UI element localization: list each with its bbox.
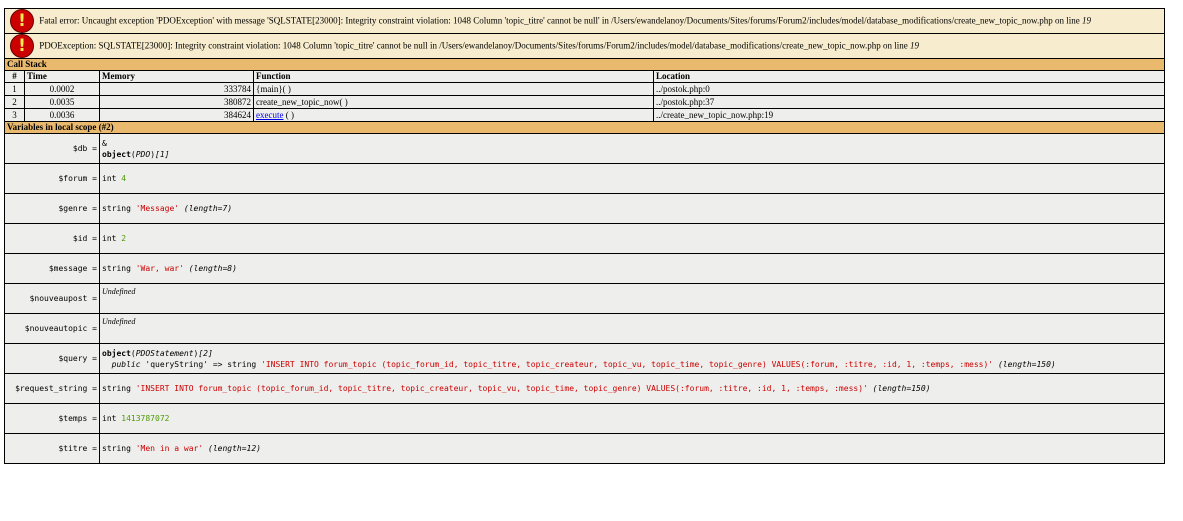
pdo-exception-message: PDOException: SQLSTATE[23000]: Integrity constraint violation: 1048 Column 'topic_titre' cannot be null in /Users/ewandelanoy/Documents/Sites/forums/Forum2/includes/model/database_modifications/create_new_topic_now.php on line 19 xyxy=(39,40,920,51)
var-name: $message = xyxy=(5,254,100,284)
xdebug-error-report xyxy=(4,8,1164,464)
stack-time: 0.0035 xyxy=(25,96,100,109)
stack-location: ../postok.php:37 xyxy=(654,96,1165,109)
stack-function: execute ( ) xyxy=(254,109,654,122)
var-value: int 2 xyxy=(100,224,1165,254)
var-row-query xyxy=(5,344,1165,374)
var-row-db xyxy=(5,134,1165,164)
var-name: $forum = xyxy=(5,164,100,194)
stack-num: 1 xyxy=(5,83,25,96)
stack-time: 0.0002 xyxy=(25,83,100,96)
var-value: & object(PDO)[1] xyxy=(100,134,1165,164)
var-row-id xyxy=(5,224,1165,254)
stack-memory: 333784 xyxy=(100,83,254,96)
stack-memory: 380872 xyxy=(100,96,254,109)
error-exclamation-icon: ! xyxy=(7,9,37,33)
var-row-titre xyxy=(5,434,1165,464)
table-row xyxy=(5,109,1165,122)
var-name: $nouveautopic = xyxy=(5,314,100,344)
var-name: $titre = xyxy=(5,434,100,464)
var-value: string 'INSERT INTO forum_topic (topic_forum_id, topic_titre, topic_createur, topic_vu, topic_time, topic_genre) VALUES(:forum, :titre, :id, 1, :temps, :mess)' (length=150) xyxy=(100,374,1165,404)
var-row-request-string xyxy=(5,374,1165,404)
var-value: int 4 xyxy=(100,164,1165,194)
var-name: $genre = xyxy=(5,194,100,224)
variables-header xyxy=(5,122,1165,134)
table-row xyxy=(5,83,1165,96)
var-name: $query = xyxy=(5,344,100,374)
error-exclamation-icon: ! xyxy=(7,34,37,58)
pdo-exception-row xyxy=(5,34,1165,59)
variables-title: Variables in local scope (#2) xyxy=(5,122,1165,134)
table-row xyxy=(5,96,1165,109)
col-num: # xyxy=(5,71,25,83)
stack-memory: 384624 xyxy=(100,109,254,122)
stack-function: {main}( ) xyxy=(254,83,654,96)
var-value: object(PDOStatement)[2] public 'queryString' => string 'INSERT INTO forum_topic (topic_forum_id, topic_titre, topic_createur, topic_vu, topic_time, topic_genre) VALUES(:forum, :titre, :id, 1, :temps, :mess)' (length=150) xyxy=(100,344,1165,374)
col-location: Location xyxy=(654,71,1165,83)
col-function: Function xyxy=(254,71,654,83)
stack-num: 3 xyxy=(5,109,25,122)
var-value: string 'Men in a war' (length=12) xyxy=(100,434,1165,464)
call-stack-title: Call Stack xyxy=(5,59,1165,71)
var-row-nouveautopic xyxy=(5,314,1165,344)
stack-num: 2 xyxy=(5,96,25,109)
xdebug-table xyxy=(4,8,1165,464)
var-value: string 'War, war' (length=8) xyxy=(100,254,1165,284)
fatal-error-message: Fatal error: Uncaught exception 'PDOException' with message 'SQLSTATE[23000]: Integrity constraint violation: 1048 Column 'topic_titre' cannot be null' in /Users/ewandelanoy/Documents/Sites/forums/Forum2/includes/model/database_modifications/create_new_topic_now.php on line 19 xyxy=(39,15,1091,26)
var-row-message xyxy=(5,254,1165,284)
stack-function: create_new_topic_now( ) xyxy=(254,96,654,109)
col-memory: Memory xyxy=(100,71,254,83)
var-row-genre xyxy=(5,194,1165,224)
call-stack-header xyxy=(5,59,1165,71)
var-value: string 'Message' (length=7) xyxy=(100,194,1165,224)
var-name: $nouveaupost = xyxy=(5,284,100,314)
var-value: int 1413787072 xyxy=(100,404,1165,434)
execute-doc-link[interactable]: execute xyxy=(256,109,284,120)
stack-location: ../create_new_topic_now.php:19 xyxy=(654,109,1165,122)
stack-time: 0.0036 xyxy=(25,109,100,122)
var-name: $temps = xyxy=(5,404,100,434)
var-row-nouveaupost xyxy=(5,284,1165,314)
var-name: $db = xyxy=(5,134,100,164)
call-stack-columns xyxy=(5,71,1165,83)
stack-location: ../postok.php:0 xyxy=(654,83,1165,96)
var-name: $request_string = xyxy=(5,374,100,404)
var-row-forum xyxy=(5,164,1165,194)
var-row-temps xyxy=(5,404,1165,434)
var-name: $id = xyxy=(5,224,100,254)
var-value: Undefined xyxy=(100,314,1165,344)
col-time: Time xyxy=(25,71,100,83)
fatal-error-row xyxy=(5,9,1165,34)
var-value: Undefined xyxy=(100,284,1165,314)
